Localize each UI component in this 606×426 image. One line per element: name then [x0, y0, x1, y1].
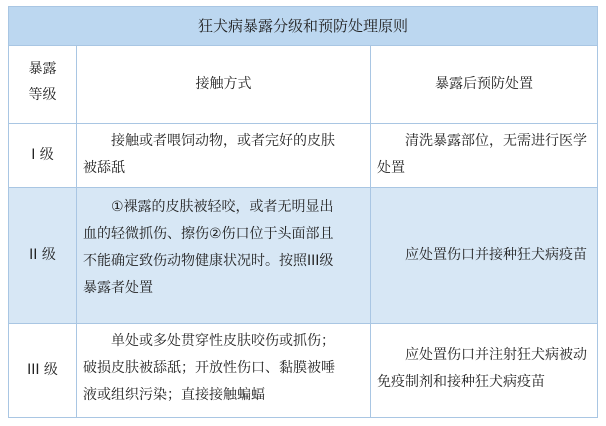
header-grade-line1: 暴露 — [28, 61, 57, 77]
table-row — [9, 188, 597, 324]
header-grade — [9, 46, 77, 123]
post-line: 处置 — [377, 160, 405, 176]
contact-line: 血的轻微抓伤、擦伤②伤口位于头面部且 — [83, 226, 334, 242]
grade-cell: III 级 — [9, 324, 77, 417]
post-line: 清洗暴露部位，无需进行医学 — [405, 133, 587, 149]
contact-line: 单处或多处贯穿性皮肤咬伤或抓伤； — [111, 333, 335, 349]
post-line: 应处置伤口并接种狂犬病疫苗 — [405, 247, 587, 263]
contact-line: 破损皮肤被舔舐；开放性伤口、黏膜被唾 — [83, 360, 335, 376]
contact-line: 暴露者处置 — [83, 280, 153, 296]
contact-cell — [77, 324, 371, 417]
table-row — [9, 124, 597, 188]
header-grade-line2: 等级 — [28, 87, 57, 103]
post-line: 应处置伤口并注射狂犬病被动 — [405, 347, 587, 363]
header-row — [9, 46, 597, 124]
contact-line: ①裸露的皮肤被轻咬，或者无明显出 — [111, 199, 334, 215]
contact-line: 被舔舐 — [83, 160, 125, 176]
post-cell — [371, 124, 597, 187]
contact-line: 接触或者喂饲动物，或者完好的皮肤 — [111, 133, 335, 149]
contact-line: 液或组织污染；直接接触蝙蝠 — [83, 387, 265, 403]
contact-cell — [77, 124, 371, 187]
header-post: 暴露后预防处置 — [435, 76, 533, 92]
contact-line: 不能确定致伤动物健康状况时。按照III级 — [83, 253, 334, 269]
exposure-table — [8, 6, 598, 418]
post-line: 免疫制剂和接种狂犬病疫苗 — [377, 374, 545, 390]
header-contact: 接触方式 — [77, 46, 371, 123]
grade-cell: II 级 — [9, 188, 77, 323]
post-cell — [371, 324, 597, 417]
contact-cell — [77, 188, 371, 323]
table-row — [9, 324, 597, 417]
post-cell — [371, 188, 597, 323]
table-title: 狂犬病暴露分级和预防处理原则 — [9, 7, 597, 46]
grade-cell: I 级 — [9, 124, 77, 187]
